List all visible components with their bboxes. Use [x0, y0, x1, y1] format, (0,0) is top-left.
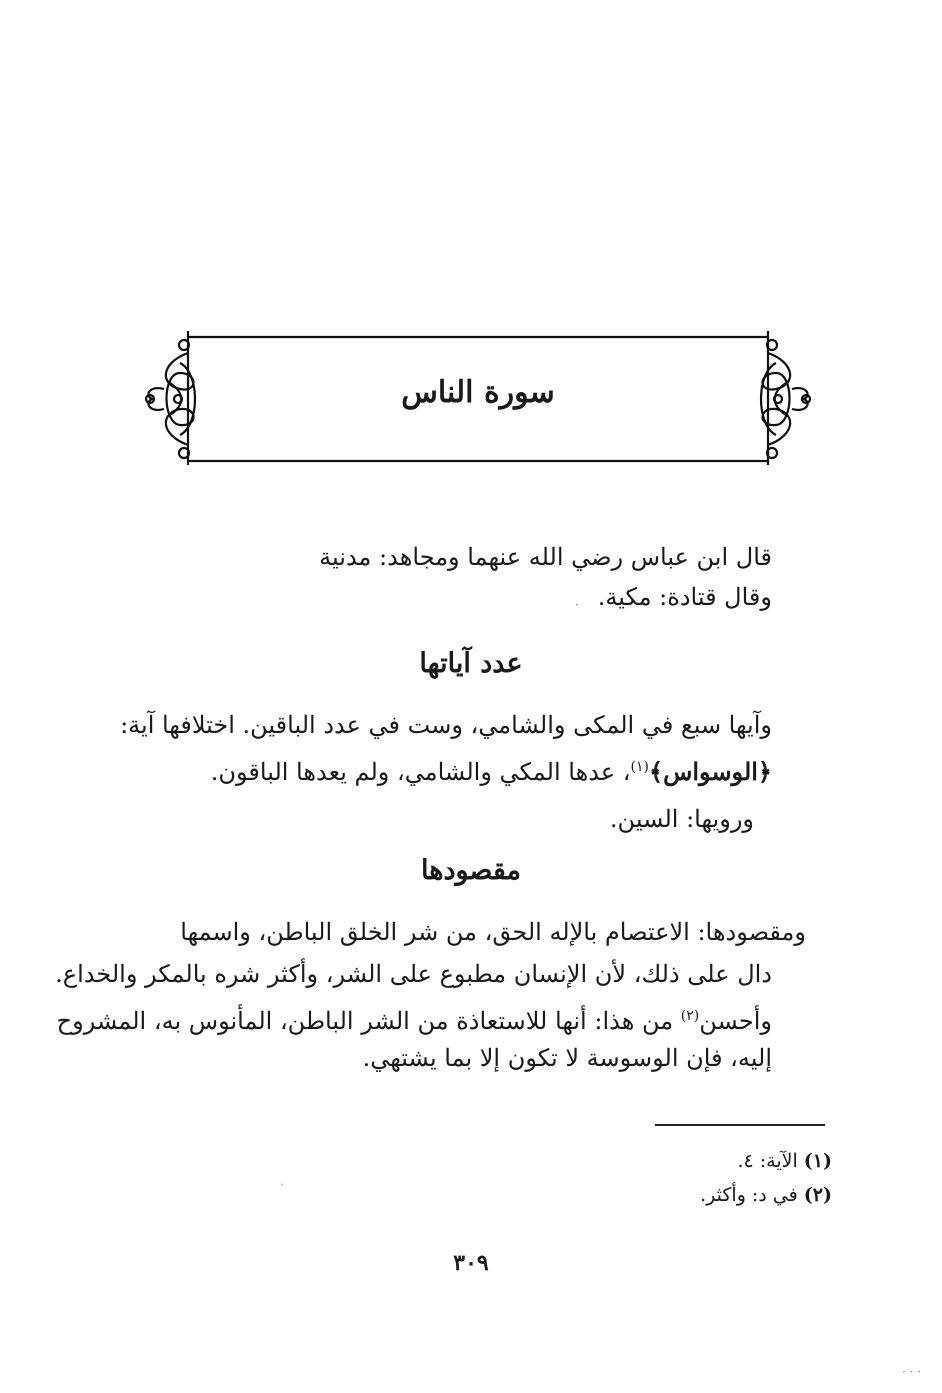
footnote-separator	[655, 1124, 825, 1126]
purpose-line-2: دال على ذلك، لأن الإنسان مطبوع على الشر، وأكثر شره بالمكر والخداع.	[55, 960, 772, 988]
purpose-block	[55, 915, 806, 1085]
scan-speck: · · ·	[902, 1365, 922, 1379]
scan-speck: ˎ	[280, 1172, 284, 1186]
surah-title-frame	[140, 323, 816, 473]
footnote-number: (١)	[803, 1150, 832, 1172]
verse-count-line-1: وآيها سبع في المكى والشامي، وست في عدد الباقين. اختلافها آية:	[120, 711, 772, 739]
verse-count-block	[120, 708, 772, 838]
intro-line-2: وقال قتادة: مكية.	[597, 583, 772, 611]
footnote-text: الآية: ٤.	[737, 1150, 798, 1172]
verse-count-line-3: ورويها: السين.	[609, 805, 754, 833]
purpose-line-3-start: وأحسن	[699, 1007, 772, 1035]
purpose-line-3-rest: من هذا: أنها للاستعاذة من الشر الباطن، المأنوس به، المشروح	[56, 1007, 681, 1035]
purpose-line-3	[57, 999, 772, 1038]
surah-title: سورة الناس	[401, 375, 555, 410]
purpose-line-4: إليه، فإن الوسوسة لا تكون إلا بما يشتهي.	[362, 1044, 772, 1072]
quran-word: ﴿الوسواس﴾	[649, 757, 772, 786]
footnote-number: (٢)	[803, 1184, 832, 1206]
footnote-ref-1: (١)	[630, 759, 650, 775]
section-heading-verse-count: عدد آياتها	[419, 648, 523, 679]
purpose-line-1: ومقصودها: الاعتصام بالإله الحق، من شر الخلق الباطن، واسمها	[180, 918, 806, 946]
verse-count-line-2-rest: ، عدها المكي والشامي، ولم يعدها الباقون.	[210, 758, 631, 786]
section-heading-purpose: مقصودها	[421, 855, 521, 886]
verse-count-line-2	[211, 750, 772, 789]
scan-speck: ·	[575, 598, 579, 612]
page-number: ٣٠٩	[453, 1250, 489, 1276]
intro-line-1: قال ابن عباس رضي الله عنهما ومجاهد: مدنية	[319, 543, 772, 571]
footnote-1	[737, 1150, 832, 1172]
intro-block	[300, 540, 772, 620]
footnote-text: في د: وأكثر.	[700, 1184, 798, 1206]
footnote-2	[700, 1184, 832, 1206]
footnote-ref-2: (٢)	[680, 1008, 700, 1024]
